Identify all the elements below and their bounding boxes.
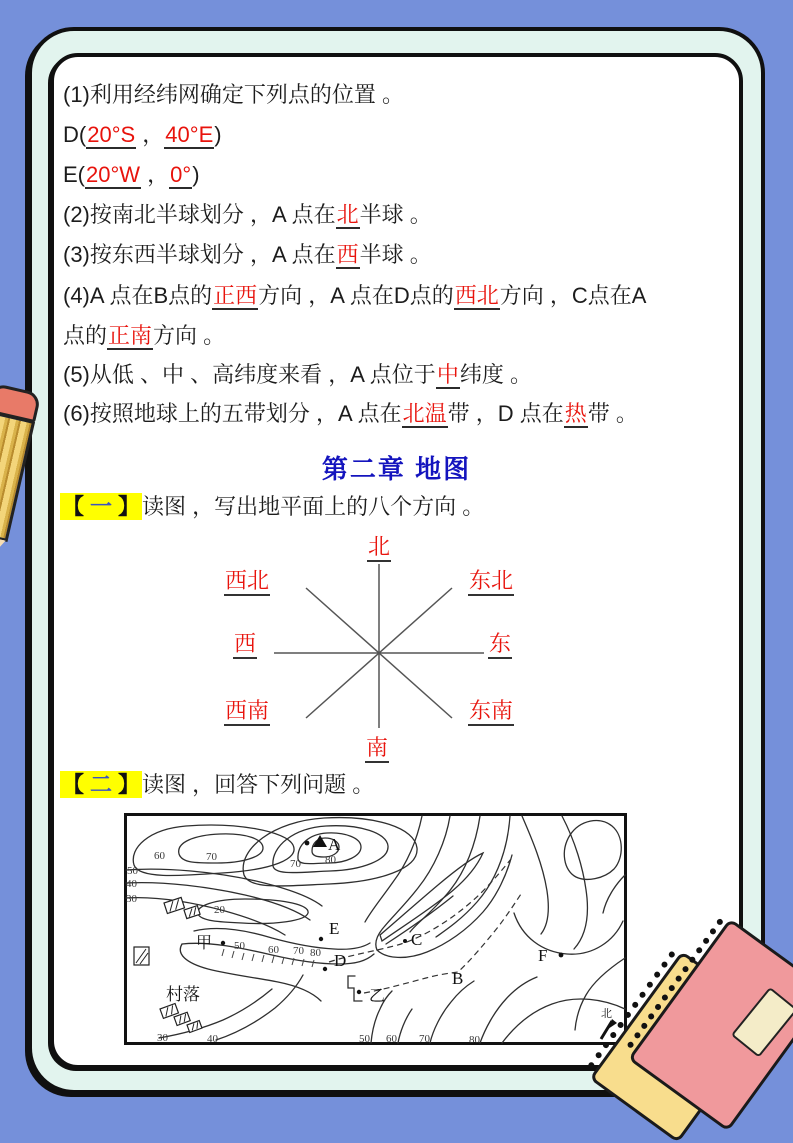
section-one-line [60,491,484,523]
text-segment: 带 。 [587,401,638,426]
map-label-peak70: 70 [290,858,301,870]
answer-segment: 20°S [87,122,136,147]
question-line-2 [63,200,432,230]
compass-label-west: 西 [233,630,257,659]
answer-segment: 正西 [213,283,258,308]
compass-label-north: 北 [367,533,391,562]
answer-segment: 热 [564,401,587,426]
map-label-b30: 30 [157,1032,168,1044]
spiral-binding [626,918,724,1049]
worksheet-paper [50,53,743,1069]
text-segment: (3)按东西半球划分 ，A 点在 [63,242,336,267]
bracket-open: 【 [62,772,85,797]
text-segment: 方向 ，A 点在D点的 [258,283,454,308]
section-two-line [60,769,374,801]
text-segment: E( [63,162,85,187]
map-point-c: C [411,930,423,949]
contour-map-svg [124,813,627,1045]
map-label-peak80: 80 [325,854,336,866]
answer-segment: 20°W [86,162,141,187]
compass-label-southeast: 东南 [468,697,514,726]
map-label-40: 40 [126,878,137,890]
bracket-close: 】 [118,772,141,797]
section-two-marker [60,771,142,798]
text-segment: (4)A 点在B点的 [63,283,213,308]
map-point-f: F [538,946,548,965]
text-segment: (5)从低 、中 、高纬度来看 ，A 点位于 [63,362,436,387]
map-label-b60: 60 [386,1033,397,1045]
compass-rose-diagram [54,531,739,776]
compass-label-south: 南 [365,734,389,763]
section-number: 一 [90,494,113,519]
map-label-b50: 50 [359,1033,370,1045]
map-point-yi: 乙 [369,988,386,1005]
answer-segment: 0° [170,162,192,187]
text-segment: 带 ，D 点在 [447,401,564,426]
section-one-marker [60,493,142,520]
map-label-50: 50 [127,865,138,877]
question-line-1 [63,80,404,110]
text-segment: 点的 [63,323,108,348]
question-line-4b [63,321,225,351]
bracket-close: 】 [118,494,141,519]
text-segment: ) [214,122,222,147]
answer-line-e [63,160,200,190]
text-segment: ) [192,162,200,187]
compass-label-northeast: 东北 [468,567,514,596]
section-two-text: 读图 ，回答下列问题 。 [142,772,375,797]
map-label-village: 村落 [166,985,200,1004]
answer-line-d [63,120,222,150]
answer-segment: 40°E [165,122,214,147]
answer-segment: 正南 [108,323,153,348]
question-line-5 [63,360,532,390]
map-label-m60: 60 [268,944,279,956]
map-label-b70: 70 [419,1033,430,1045]
text-segment: D( [63,122,87,147]
section-one-text: 读图 ，写出地平面上的八个方向 。 [142,494,485,519]
bracket-open: 【 [62,494,85,519]
map-label-70: 70 [206,851,217,863]
text-segment: ， [141,162,170,187]
text-segment: (1)利用经纬网确定下列点的位置 。 [63,82,405,107]
text-segment: 方向 ，C点在A [499,283,647,308]
text-segment: 半球 。 [359,242,432,267]
answer-segment: 中 [436,362,459,387]
map-point-e: E [329,919,340,938]
map-label-20: 20 [214,904,225,916]
compass-label-southwest: 西南 [224,697,270,726]
text-segment: (6)按照地球上的五带划分 ，A 点在 [63,401,402,426]
compass-label-east: 东 [488,630,512,659]
answer-segment: 北温 [402,401,447,426]
north-arrow-label: 北 [601,1008,612,1020]
answer-segment: 西北 [454,283,499,308]
text-segment: 方向 。 [153,323,226,348]
map-label-b80: 80 [469,1034,480,1045]
compass-star-lines [54,531,739,776]
notebook-label [731,987,793,1058]
section-number: 二 [90,772,113,797]
question-line-4a [63,281,646,311]
map-point-a: A [328,835,341,854]
map-label-b40: 40 [207,1033,218,1045]
map-point-jia: 甲 [196,935,213,952]
text-segment: (2)按南北半球划分 ，A 点在 [63,202,336,227]
contour-map-figure [124,813,627,1045]
text-segment: 纬度 。 [459,362,532,387]
question-line-3 [63,240,432,270]
text-segment: ， [136,122,165,147]
compass-label-northwest: 西北 [224,567,270,596]
map-label-m50: 50 [234,940,245,952]
map-label-30: 30 [126,893,137,905]
notebooks-decoration [605,922,793,1142]
chapter-heading: 第二章 地图 [321,454,472,484]
answer-segment: 西 [336,242,359,267]
map-point-b: B [452,969,464,988]
map-point-d: D [334,951,347,970]
text-segment: 半球 。 [359,202,432,227]
map-label-m70: 70 [293,945,304,957]
answer-segment: 北 [336,202,359,227]
question-line-6 [63,399,638,429]
map-label-m80: 80 [310,947,321,959]
map-label-60: 60 [154,850,165,862]
